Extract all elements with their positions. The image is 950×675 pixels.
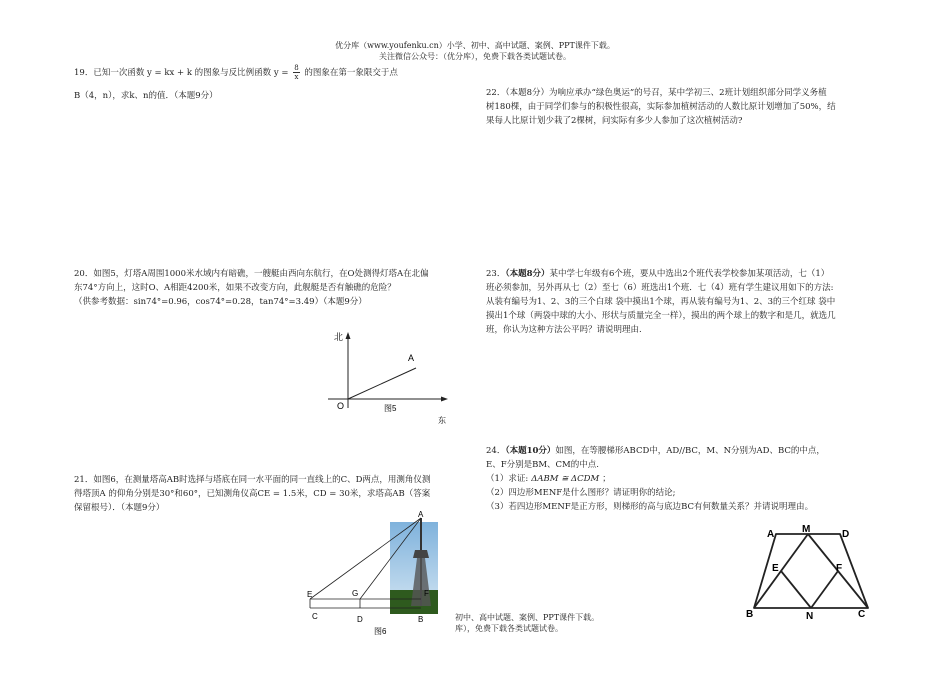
q24-number: 24． [486,446,506,456]
q21-line-1: 21．如图6，在测量塔高AB时选择与塔底在同一水平面的同一直线上的C、D两点，用测角仪测 [74,475,431,485]
point-n-label: N [806,611,814,622]
q22-line-2: 树180棵，由于同学们参与的积极性很高，实际参加植树活动的人数比原计划增加了50%，结 [486,102,836,112]
q19-text-b: 的图象在第一象限交于点 [304,68,398,78]
figure-6-caption: 图6 [374,627,387,636]
question-24 [486,444,896,514]
origin-label: O [337,401,345,411]
q20-line-2: 东74°方向上，这时O、A相距4200米，如果不改变方向，此舰艇是否有触礁的危险？ [74,283,396,293]
q24-text-1: 如图，在等腰梯形ABCD中，AD//BC，M、N分别为AD、BC的中点， [555,446,825,456]
question-22 [486,86,896,128]
header-line-2: 关注微信公众号：（优分库），免费下载各类试题试卷。 [379,52,571,61]
question-20 [74,267,479,309]
q19-line-2: B（4，n），求k、n的值．（本题9分） [74,91,218,101]
point-e-label: E [772,563,779,574]
q23-score: （本题8分） [505,269,550,279]
q19-line-1 [74,64,474,81]
figure-6 [305,508,455,638]
segment-fn [811,571,838,608]
point-d-label: D [357,615,363,624]
q19-fraction-denominator: x [294,73,299,81]
q24-line-5: （3）若四边形MENF是正方形，则梯形的高与底边BC有何数量关系？并请说明理由。 [486,502,814,512]
q24-text-3a: （1）求证: [486,474,529,484]
east-label: 东 [438,416,446,425]
point-a-label: A [408,353,415,363]
figure-5-caption: 图5 [384,404,397,413]
q22-line-3: 果每人比原计划少栽了2棵树，问实际有多少人参加了这次植树活动? [486,116,743,126]
q21-line-3: 保留根号）．（本题9分） [74,503,165,513]
point-a-label: A [418,510,424,519]
q23-number: 23． [486,269,506,279]
q22-line-1: 22．（本题8分）为响应承办“绿色奥运”的号召，某中学初三、2班计划组织部分同学义务植 [486,88,827,98]
point-g-label: G [352,589,359,598]
q23-line-1 [486,267,896,281]
q20-line-1: 20．如图5，灯塔A周围1000米水域内有暗礁，一艘艇由西向东航行，在O处测得灯塔A在北偏 [74,269,429,279]
point-e-label: E [307,590,313,599]
point-c-label: C [858,609,866,620]
page-header [0,40,950,62]
footer-line-2: 库），免费下载各类试题试卷。 [455,624,563,633]
q23-line-4: 摸出1个球（两袋中球的大小、形状与质量完全一样），摸出的两个球上的数字和是几，就选几 [486,311,836,321]
line-oa [348,368,416,399]
point-b-label: B [418,615,424,624]
point-m-label: M [802,524,811,535]
q23-line-3: 从装有编号为1、2、3的三个白球 袋中摸出1个球，再从装有编号为1、2、3的三个红球 袋中 [486,297,836,307]
point-d-label: D [842,529,850,540]
north-arrow-icon [346,332,351,339]
q20-line-3: （供参考数据：sin74°=0.96，cos74°=0.28，tan74°=3.49）（本题9分） [74,297,367,307]
point-f-label: F [424,589,429,598]
point-a-label: A [767,529,775,540]
q24-line-2: E、F分别是BM、CM的中点. [486,460,599,470]
page-footer [455,612,599,634]
q19-fraction [293,64,299,81]
q19-text-a: 19．已知一次函数 y = kx + k 的图象与反比例函数 y = [74,68,289,78]
footer-line-1: 初中、高中试题、案例、PPT课件下载。 [455,613,600,622]
q24-score: （本题10分） [505,446,556,456]
q24-line-1 [486,444,896,458]
q23-line-5: 班，你认为这种方法公平吗？请说明理由. [486,325,642,335]
q24-text-3c: ； [602,474,611,484]
segment-en [781,571,811,608]
question-23 [486,267,896,337]
header-line-1: 优分库（www.youfenku.cn）小学、初中、高中试题、案例、PPT课件下载。 [335,41,615,50]
q19-fraction-numerator: 8 [294,64,299,72]
tower-pod [413,550,429,558]
q24-formula: ΔABM ≅ ΔCDM [531,474,600,484]
q21-line-2: 得塔顶A 的仰角分别是30°和60°，已知测角仪高CE = 1.5米，CD = 30米，求塔高AB（答案 [74,489,431,499]
figure-trapezoid [740,522,880,622]
q23-text-1: 某中学七年级有6个班，要从中选出2个班代表学校参加某项活动，七（1） [549,269,830,279]
north-label: 北 [334,332,344,342]
point-b-label: B [746,609,754,620]
figure-5 [320,328,455,428]
q24-line-4: （2）四边形MENF是什么图形？请证明你的结论; [486,488,676,498]
point-f-label: F [836,563,843,574]
point-c-label: C [312,612,318,621]
q23-line-2: 班必须参加，另外再从七（2）至七（6）班选出1个班．七（4）班有学生建议用如下的方法: [486,283,834,293]
east-arrow-icon [441,397,448,402]
question-19 [74,64,474,103]
q24-line-3 [486,472,896,486]
